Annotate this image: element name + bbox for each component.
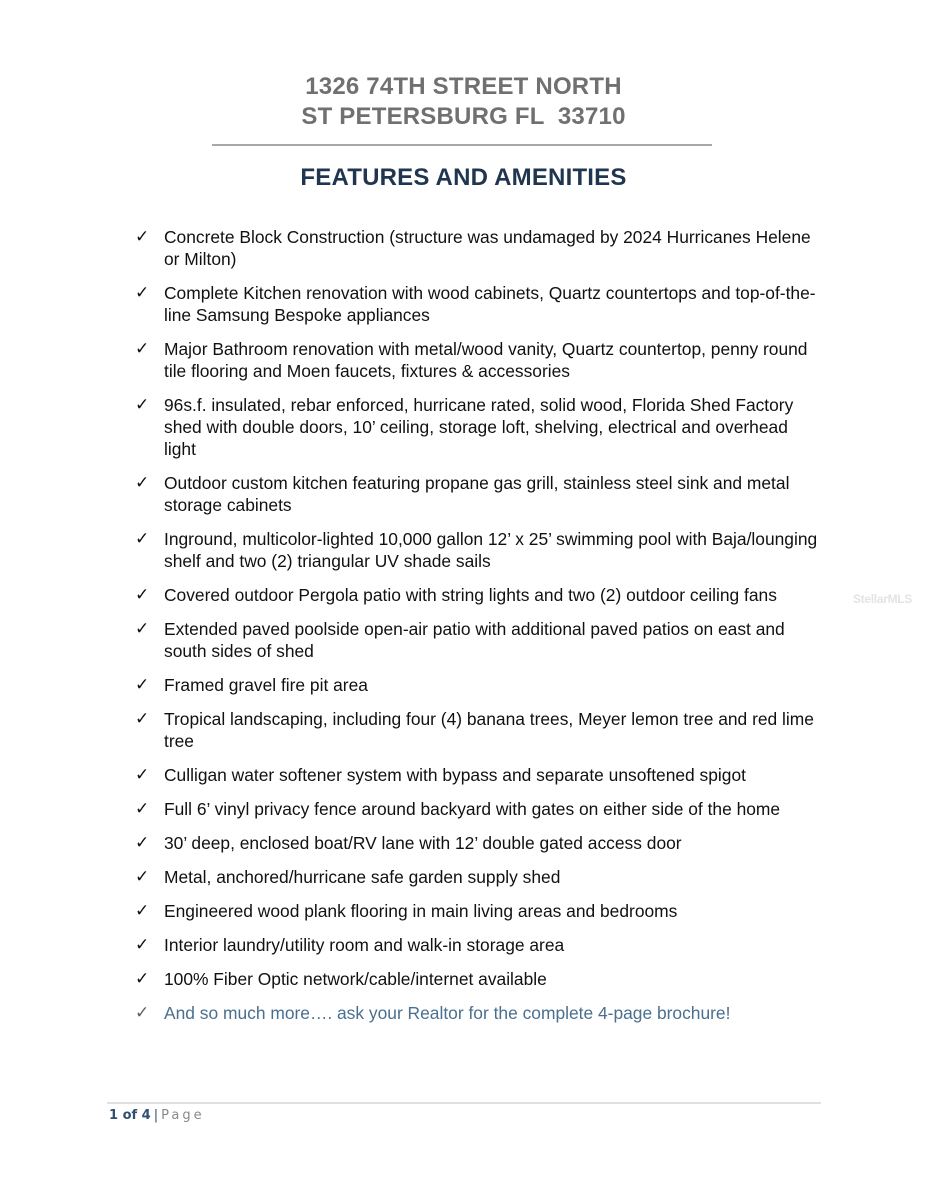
feature-item <box>135 338 835 382</box>
checkmark-icon: ✓ <box>135 395 150 415</box>
checkmark-icon: ✓ <box>135 765 150 785</box>
feature-item <box>135 866 835 888</box>
section-title: FEATURES AND AMENITIES <box>300 164 627 191</box>
page-label: Page <box>161 1108 205 1123</box>
checkmark-icon: ✓ <box>135 619 150 639</box>
checkmark-icon: ✓ <box>135 473 150 493</box>
feature-text: Complete Kitchen renovation with wood cabinets, Quartz countertops and top-of-the-line Samsung Bespoke appliances <box>164 283 816 325</box>
feature-item <box>135 968 835 990</box>
feature-item <box>135 934 835 956</box>
checkmark-icon: ✓ <box>135 867 150 887</box>
feature-text: Concrete Block Construction (structure was undamaged by 2024 Hurricanes Helene or Milton) <box>164 227 811 269</box>
checkmark-icon: ✓ <box>135 675 150 695</box>
checkmark-icon: ✓ <box>135 339 150 359</box>
feature-text: Metal, anchored/hurricane safe garden supply shed <box>164 867 561 887</box>
feature-text: Interior laundry/utility room and walk-in storage area <box>164 935 565 955</box>
closing-note <box>135 1002 835 1024</box>
feature-item <box>135 798 835 820</box>
feature-text: Tropical landscaping, including four (4) banana trees, Meyer lemon tree and red lime tree <box>164 709 814 751</box>
checkmark-icon: ✓ <box>135 935 150 955</box>
feature-item <box>135 764 835 786</box>
page-number: 1 of 4 <box>109 1108 151 1123</box>
address-city-state-zip: ST PETERSBURG FL 33710 <box>301 103 626 130</box>
feature-text: Framed gravel fire pit area <box>164 675 368 695</box>
checkmark-icon: ✓ <box>135 709 150 729</box>
feature-item <box>135 900 835 922</box>
address-street: 1326 74TH STREET NORTH <box>305 73 622 100</box>
feature-text: Extended paved poolside open-air patio with additional paved patios on east and south sides of shed <box>164 619 785 661</box>
mls-watermark: StellarMLS <box>853 592 913 606</box>
checkmark-icon: ✓ <box>135 585 150 605</box>
feature-item <box>135 674 835 696</box>
checkmark-icon: ✓ <box>135 833 150 853</box>
checkmark-icon: ✓ <box>135 799 150 819</box>
feature-text: Engineered wood plank flooring in main living areas and bedrooms <box>164 901 678 921</box>
closing-note-text: And so much more…. ask your Realtor for the complete 4-page brochure! <box>164 1003 731 1023</box>
feature-item <box>135 282 835 326</box>
feature-text: Full 6’ vinyl privacy fence around backyard with gates on either side of the home <box>164 799 781 819</box>
feature-text: Major Bathroom renovation with metal/wood vanity, Quartz countertop, penny round tile flooring and Moen faucets, fixtures & accessories <box>164 339 808 381</box>
feature-item <box>135 394 835 460</box>
header-divider <box>212 144 712 146</box>
feature-list <box>135 226 835 1036</box>
feature-text: Culligan water softener system with bypass and separate unsoftened spigot <box>164 765 746 785</box>
feature-text: 96s.f. insulated, rebar enforced, hurricane rated, solid wood, Florida Shed Factory shed with double doors, 10’ ceiling, storage loft, shelving, electrical and overhead light <box>164 395 794 459</box>
feature-item <box>135 472 835 516</box>
footer-separator: | <box>153 1108 159 1123</box>
checkmark-icon: ✓ <box>135 529 150 549</box>
footer-divider <box>107 1102 821 1104</box>
checkmark-icon: ✓ <box>135 901 150 921</box>
property-address <box>0 72 927 132</box>
feature-item <box>135 618 835 662</box>
feature-text: 100% Fiber Optic network/cable/internet available <box>164 969 547 989</box>
checkmark-icon: ✓ <box>135 227 150 247</box>
checkmark-icon: ✓ <box>135 969 150 989</box>
feature-item <box>135 584 835 606</box>
checkmark-icon: ✓ <box>135 1003 150 1023</box>
feature-text: Covered outdoor Pergola patio with string lights and two (2) outdoor ceiling fans <box>164 585 777 605</box>
feature-text: Outdoor custom kitchen featuring propane gas grill, stainless steel sink and metal storage cabinets <box>164 473 790 515</box>
page-footer <box>109 1106 205 1126</box>
feature-item <box>135 832 835 854</box>
feature-item <box>135 528 835 572</box>
checkmark-icon: ✓ <box>135 283 150 303</box>
feature-text: 30’ deep, enclosed boat/RV lane with 12’ double gated access door <box>164 833 682 853</box>
feature-text: Inground, multicolor-lighted 10,000 gallon 12’ x 25’ swimming pool with Baja/lounging shelf and two (2) triangular UV shade sails <box>164 529 818 571</box>
feature-item <box>135 708 835 752</box>
feature-item <box>135 226 835 270</box>
